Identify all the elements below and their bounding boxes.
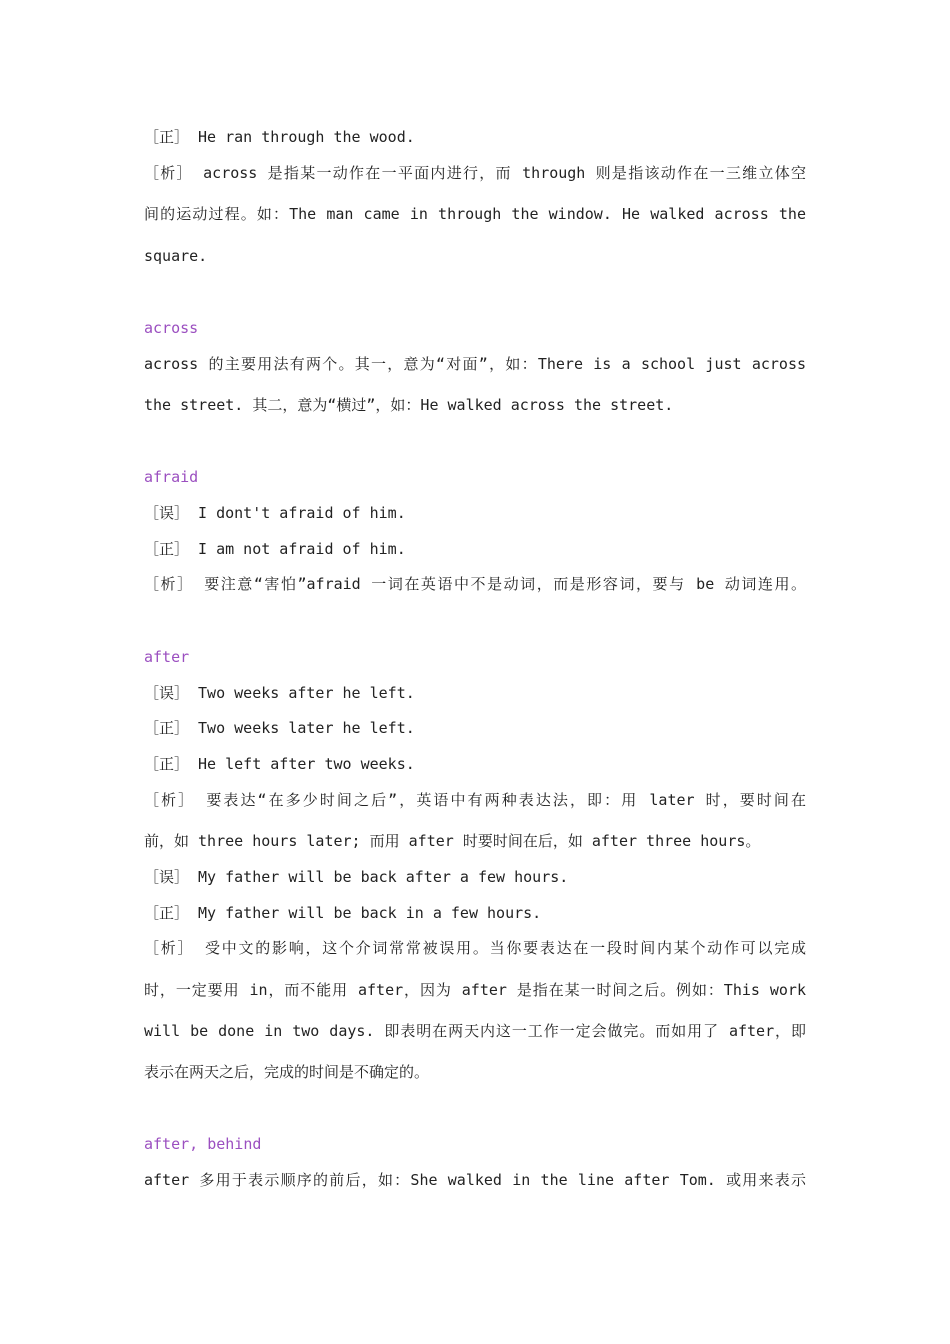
- text-line: 时，一定要用 in，而不能用 after，因为 after 是指在某一时间之后。例如：This work: [144, 981, 806, 999]
- text-line: ［析］ across 是指某一动作在一平面内进行，而 through 则是指该动作在一三维立体空: [144, 164, 806, 182]
- text-line: ［误］ My father will be back after a few hours.: [144, 868, 569, 886]
- text-line: ［正］ He left after two weeks.: [144, 755, 415, 773]
- entry-heading: after, behind: [144, 1135, 262, 1153]
- text-line: ［正］ I am not afraid of him.: [144, 540, 406, 558]
- text-line: 间的运动过程。如：The man came in through the window. He walked across the: [144, 205, 806, 223]
- text-line: ［析］ 要注意“害怕”afraid 一词在英语中不是动词，而是形容词，要与 be 动词连用。: [144, 575, 806, 593]
- text-line: will be done in two days. 即表明在两天内这一工作一定会做完。而如用了 after，即: [144, 1022, 806, 1040]
- text-line: ［析］ 要表达“在多少时间之后”，英语中有两种表达法，即：用 later 时，要时间在: [144, 791, 806, 809]
- entry-heading: across: [144, 319, 199, 337]
- text-line: 表示在两天之后，完成的时间是不确定的。: [144, 1063, 430, 1081]
- text-line: the street. 其二，意为“横过”，如：He walked across the street.: [144, 396, 674, 414]
- text-line: square.: [144, 247, 208, 265]
- entry-heading: after: [144, 648, 190, 666]
- text-line: after 多用于表示顺序的前后，如：She walked in the line after Tom. 或用来表示: [144, 1171, 806, 1189]
- text-line: across 的主要用法有两个。其一，意为“对面”，如：There is a school just across: [144, 355, 806, 373]
- text-line: ［正］ He ran through the wood.: [144, 128, 415, 146]
- text-line: ［正］ Two weeks later he left.: [144, 719, 415, 737]
- text-line: ［误］ Two weeks after he left.: [144, 684, 415, 702]
- text-line: 前，如 three hours later; 而用 after 时要时间在后，如 after three hours。: [144, 832, 761, 850]
- text-line: ［析］ 受中文的影响，这个介词常常被误用。当你要表达在一段时间内某个动作可以完成: [144, 939, 806, 957]
- text-line: ［误］ I dont't afraid of him.: [144, 504, 406, 522]
- text-line: ［正］ My father will be back in a few hours.: [144, 904, 542, 922]
- entry-heading: afraid: [144, 468, 199, 486]
